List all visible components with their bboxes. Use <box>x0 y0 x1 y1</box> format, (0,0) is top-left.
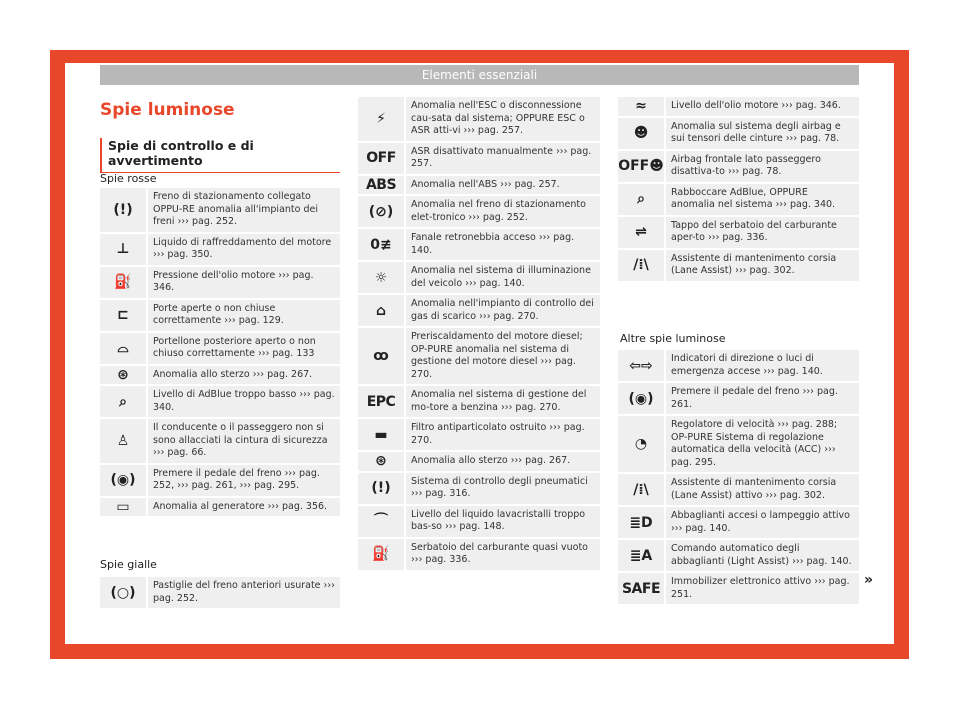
table-row <box>100 419 340 465</box>
icon-cell <box>618 507 666 538</box>
icon-cell <box>618 184 666 215</box>
table-row <box>618 573 859 606</box>
fuel-icon: ⛽ <box>372 546 390 562</box>
table-row <box>618 97 859 118</box>
immobilizer-icon: SAFE <box>621 580 661 597</box>
table-row <box>358 295 600 328</box>
airbag-icon: ☻ <box>633 125 649 141</box>
table-row <box>618 217 859 250</box>
description-text: Regolatore di velocità ››› pag. 288; OP-PURE Sistema di regolazione automatica della velocità (ACC) ››› pag. 295. <box>671 419 838 468</box>
electronic-brake-icon: (⊘) <box>368 203 394 220</box>
header-bar: Elementi essenziali <box>100 65 859 85</box>
table-row <box>618 151 859 184</box>
door-open-icon: ⊏ <box>117 307 129 323</box>
epc-icon: EPC <box>366 393 396 410</box>
table-row <box>358 328 600 386</box>
table-row <box>100 498 340 519</box>
fuel-cap-icon: ⇌ <box>635 224 647 240</box>
icon-cell <box>618 540 666 571</box>
description-text: Abbaglianti accesi o lampeggio attivo ››› pag. 140. <box>671 510 850 534</box>
icon-cell <box>100 366 148 385</box>
description-text: Livello del liquido lavacristalli troppo bas-so ››› pag. 148. <box>411 508 586 532</box>
table-row <box>100 577 340 610</box>
icon-cell <box>358 419 406 450</box>
icon-cell <box>100 386 148 417</box>
description-text: Pastiglie del freno anteriori usurate ››› pag. 252. <box>153 580 335 604</box>
table-row <box>618 184 859 217</box>
description-text: Premere il pedale del freno ››› pag. 252, ››› pag. 261, ››› pag. 295. <box>153 467 320 491</box>
icon-cell <box>358 506 406 537</box>
description-text: Rabboccare AdBlue, OPPURE anomalia nel sistema ››› pag. 340. <box>671 186 836 210</box>
description-text: Assistente di mantenimento corsia (Lane Assist) attivo ››› pag. 302. <box>671 477 837 501</box>
brake-pedal-icon: (◉) <box>628 390 654 407</box>
tailgate-open-icon: ⌓ <box>117 340 129 356</box>
rear-fog-icon: 0≢ <box>370 236 392 253</box>
icon-cell <box>618 250 666 281</box>
adblue-icon: ⌕ <box>119 393 127 410</box>
oil-level-icon: ≈ <box>635 98 647 115</box>
icon-cell <box>358 143 406 174</box>
icon-cell <box>358 295 406 326</box>
icon-cell <box>618 350 666 381</box>
description-text: Pressione dell'olio motore ››› pag. 346. <box>153 269 314 293</box>
brake-pedal-icon: (◉) <box>110 472 136 488</box>
table-row <box>618 474 859 507</box>
seatbelt-icon: ♙ <box>116 432 130 449</box>
description-text: Immobilizer elettronico attivo ››› pag. 251. <box>671 576 850 600</box>
description-text: Livello dell'olio motore ››› pag. 346. <box>671 100 841 111</box>
asr-off-icon: OFF <box>366 150 396 166</box>
yellow-lights-table <box>100 577 340 610</box>
table-row <box>618 383 859 416</box>
icon-cell <box>358 262 406 293</box>
icon-cell <box>100 267 148 298</box>
table-row <box>100 366 340 387</box>
description-text: Fanale retronebbia acceso ››› pag. 140. <box>411 232 575 256</box>
page-number: 35 <box>872 620 885 631</box>
table-row <box>358 262 600 295</box>
icon-cell <box>100 333 148 364</box>
washer-fluid-icon: ⌒ <box>374 513 388 529</box>
description-text: Serbatoio del carburante quasi vuoto ››› pag. 336. <box>411 541 588 565</box>
yellow-lights-table-cont <box>358 97 600 572</box>
description-text: Il conducente o il passeggero non si sono allacciati la cintura di sicurezza ››› pag. 66. <box>153 422 328 458</box>
steering-icon: ⊛ <box>117 366 129 383</box>
table-row <box>100 267 340 300</box>
other-lights-table <box>618 350 859 606</box>
steering-icon: ⊛ <box>375 453 387 470</box>
other-lights-heading: Altre spie luminose <box>620 332 726 345</box>
auto-high-beam-icon: ≣A <box>629 547 653 564</box>
table-row <box>358 196 600 229</box>
table-row <box>100 188 340 234</box>
battery-icon: ▭ <box>116 498 130 515</box>
description-text: Anomalia al generatore ››› pag. 356. <box>153 500 328 512</box>
description-text: Livello di AdBlue troppo basso ››› pag. 340. <box>153 389 335 413</box>
description-text: Tappo del serbatoio del carburante aper-to ››› pag. 336. <box>671 219 837 243</box>
description-text: Freno di stazionamento collegato OPPU-RE anomalia all'impianto dei freni ››› pag. 252. <box>153 191 318 227</box>
description-text: ASR disattivato manualmente ››› pag. 257. <box>411 145 592 169</box>
icon-cell <box>100 465 148 496</box>
bulb-icon: ☼ <box>374 269 388 286</box>
particulate-filter-icon: ▬ <box>374 426 388 443</box>
table-row <box>618 350 859 383</box>
icon-cell <box>618 118 666 149</box>
description-text: Anomalia nel sistema di gestione del mo-tore a benzina ››› pag. 270. <box>411 389 587 413</box>
description-text: Filtro antiparticolato ostruito ››› pag. 270. <box>411 422 585 446</box>
table-row <box>618 416 859 474</box>
icon-cell <box>618 573 666 604</box>
icon-cell <box>358 97 406 141</box>
icon-cell <box>358 452 406 471</box>
table-row <box>618 507 859 540</box>
description-text: Airbag frontale lato passeggero disattiva-to ››› pag. 78. <box>671 153 821 177</box>
description-text: Comando automatico degli abbaglianti (Light Assist) ››› pag. 140. <box>671 543 852 567</box>
description-text: Sistema di controllo degli pneumatici ››› pag. 316. <box>411 475 588 499</box>
brake-pads-icon: (○) <box>110 584 136 601</box>
table-row <box>100 234 340 267</box>
icon-cell <box>100 188 148 232</box>
description-text: Assistente di mantenimento corsia (Lane Assist) ››› pag. 302. <box>671 252 837 276</box>
description-text: Anomalia allo sterzo ››› pag. 267. <box>153 368 313 380</box>
table-row <box>358 539 600 572</box>
table-row <box>618 540 859 573</box>
description-text: Anomalia allo sterzo ››› pag. 267. <box>411 455 571 466</box>
airbag-off-icon: OFF☻ <box>618 158 664 174</box>
icon-cell <box>358 328 406 384</box>
table-row <box>100 465 340 498</box>
table-row <box>358 506 600 539</box>
icon-cell <box>358 196 406 227</box>
table-row <box>358 143 600 176</box>
table-row <box>358 97 600 143</box>
adblue-icon: ⌕ <box>637 191 645 207</box>
icon-cell <box>100 498 148 517</box>
icon-cell <box>618 474 666 505</box>
high-beam-icon: ≣D <box>629 514 653 531</box>
page-title: Spie luminose <box>100 100 235 120</box>
icon-cell <box>618 217 666 248</box>
description-text: Anomalia sul sistema degli airbag e sui tensori delle cinture ››› pag. 78. <box>671 120 841 144</box>
description-text: Porte aperte o non chiuse correttamente ››› pag. 129. <box>153 302 284 326</box>
description-text: Anomalia nell'ESC o disconnessione cau-sata dal sistema; OPPURE ESC o ASR atti-vi ››› pag. 257. <box>411 100 585 136</box>
table-row <box>358 176 600 197</box>
description-text: Anomalia nell'impianto di controllo dei gas di scarico ››› pag. 270. <box>411 298 594 322</box>
brake-warning-icon: (!) <box>113 201 133 218</box>
icon-cell <box>358 539 406 570</box>
table-row <box>100 333 340 366</box>
description-text: Preriscaldamento del motore diesel; OP-PURE anomalia nel sistema di gestione del motore diesel ››› pag. 270. <box>411 331 583 380</box>
tyre-pressure-icon: (!) <box>371 480 391 496</box>
icon-cell <box>618 383 666 414</box>
description-text: Anomalia nel freno di stazionamento elet-tronico ››› pag. 252. <box>411 199 586 223</box>
description-text: Portellone posteriore aperto o non chiuso correttamente ››› pag. 133 <box>153 335 316 359</box>
table-row <box>618 118 859 151</box>
turn-signal-icon: ⇦⇨ <box>629 357 653 374</box>
table-row <box>358 229 600 262</box>
lane-assist-icon: /⁞\ <box>633 257 649 273</box>
description-text: Indicatori di direzione o luci di emergenza accese ››› pag. 140. <box>671 353 823 377</box>
icon-cell <box>100 419 148 463</box>
oil-pressure-icon: ⛽ <box>114 274 132 290</box>
description-text: Liquido di raffreddamento del motore ››› pag. 350. <box>153 236 332 260</box>
red-lights-heading: Spie rosse <box>100 172 157 185</box>
section-title: Spie di controllo e di avvertimento <box>100 138 340 173</box>
emission-icon: ⌂ <box>375 302 387 319</box>
table-row <box>100 300 340 333</box>
icon-cell <box>358 473 406 504</box>
description-text: Premere il pedale del freno ››› pag. 261. <box>671 386 838 410</box>
esc-icon: ⚡ <box>376 110 386 127</box>
continue-marker: » <box>864 572 874 588</box>
table-row <box>100 386 340 419</box>
table-row <box>358 473 600 506</box>
icon-cell <box>100 577 148 608</box>
red-lights-table <box>100 188 340 518</box>
table-row <box>618 250 859 283</box>
icon-cell <box>358 229 406 260</box>
icon-cell <box>100 300 148 331</box>
lane-assist-icon: /⁞\ <box>633 481 649 498</box>
icon-cell <box>618 416 666 472</box>
description-text: Anomalia nel sistema di illuminazione del veicolo ››› pag. 140. <box>411 265 591 289</box>
table-row <box>358 419 600 452</box>
description-text: Anomalia nell'ABS ››› pag. 257. <box>411 178 560 190</box>
table-row <box>358 452 600 473</box>
yellow-lights-heading: Spie gialle <box>100 558 157 571</box>
icon-cell <box>100 234 148 265</box>
icon-cell <box>618 97 666 116</box>
table-row <box>358 386 600 419</box>
coolant-icon: ⊥ <box>116 241 130 257</box>
icon-cell <box>358 176 406 195</box>
icon-cell <box>358 386 406 417</box>
yellow-lights-table-cont2 <box>618 97 859 283</box>
cruise-control-icon: ◔ <box>634 436 648 452</box>
icon-cell <box>618 151 666 182</box>
glow-plug-icon: ꝏ <box>373 348 389 364</box>
abs-icon: ABS <box>365 176 397 193</box>
